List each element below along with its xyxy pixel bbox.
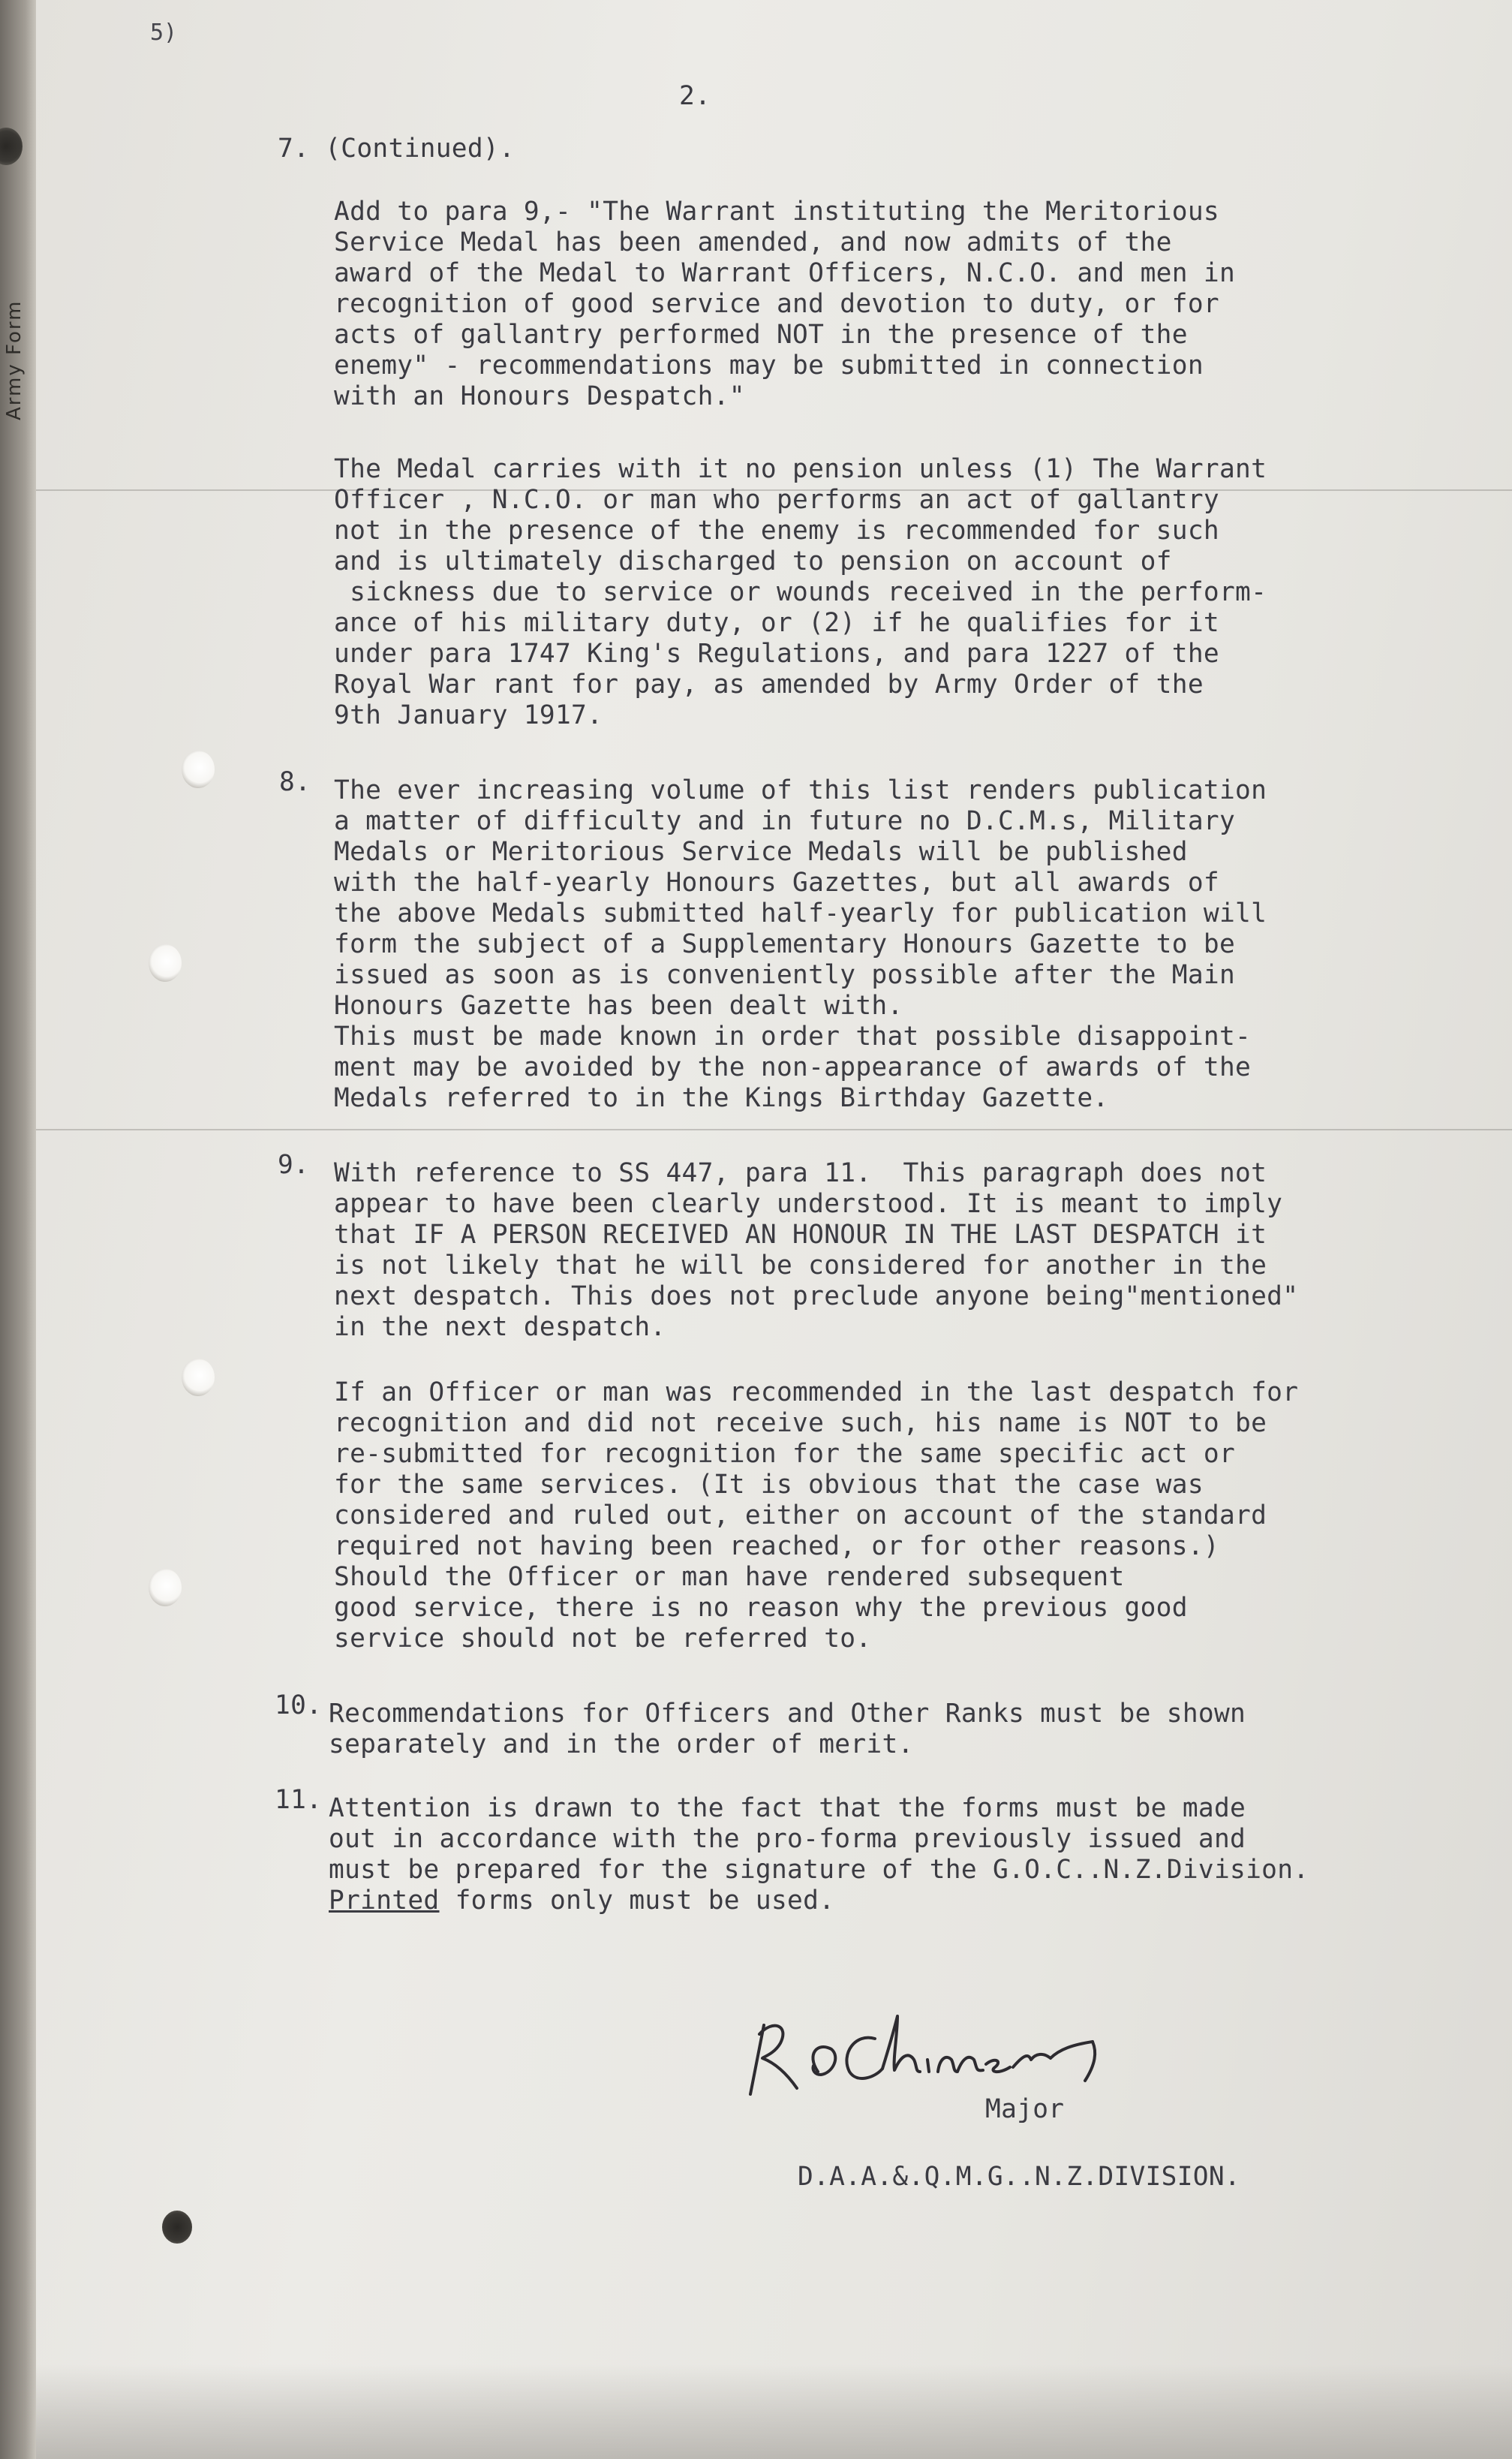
page-number: 2. (679, 81, 711, 111)
punch-hole (149, 1569, 182, 1606)
punch-hole (162, 2211, 192, 2244)
underlined-word: Printed (329, 1886, 440, 1916)
signatory-appointment: D.A.A.&.Q.M.G..N.Z.DIVISION. (798, 2162, 1240, 2192)
paragraph-number: 11. (275, 1785, 323, 1815)
margin-label: Army Form (3, 299, 26, 420)
handwritten-signature (728, 1989, 1148, 2117)
punch-hole (149, 944, 182, 982)
page-crease (36, 1129, 1512, 1130)
section-heading: 7. (Continued). (278, 134, 516, 164)
binder-edge (0, 0, 36, 2459)
corner-mark: 5) (150, 20, 178, 46)
signatory-rank: Major (985, 2094, 1065, 2124)
paragraph-number: 9. (278, 1150, 310, 1180)
punch-hole (182, 1359, 215, 1396)
page-shadow (36, 2364, 1512, 2459)
punch-hole (182, 751, 215, 788)
paragraph-number: 10. (275, 1690, 323, 1720)
paragraph-number: 8. (279, 767, 311, 797)
